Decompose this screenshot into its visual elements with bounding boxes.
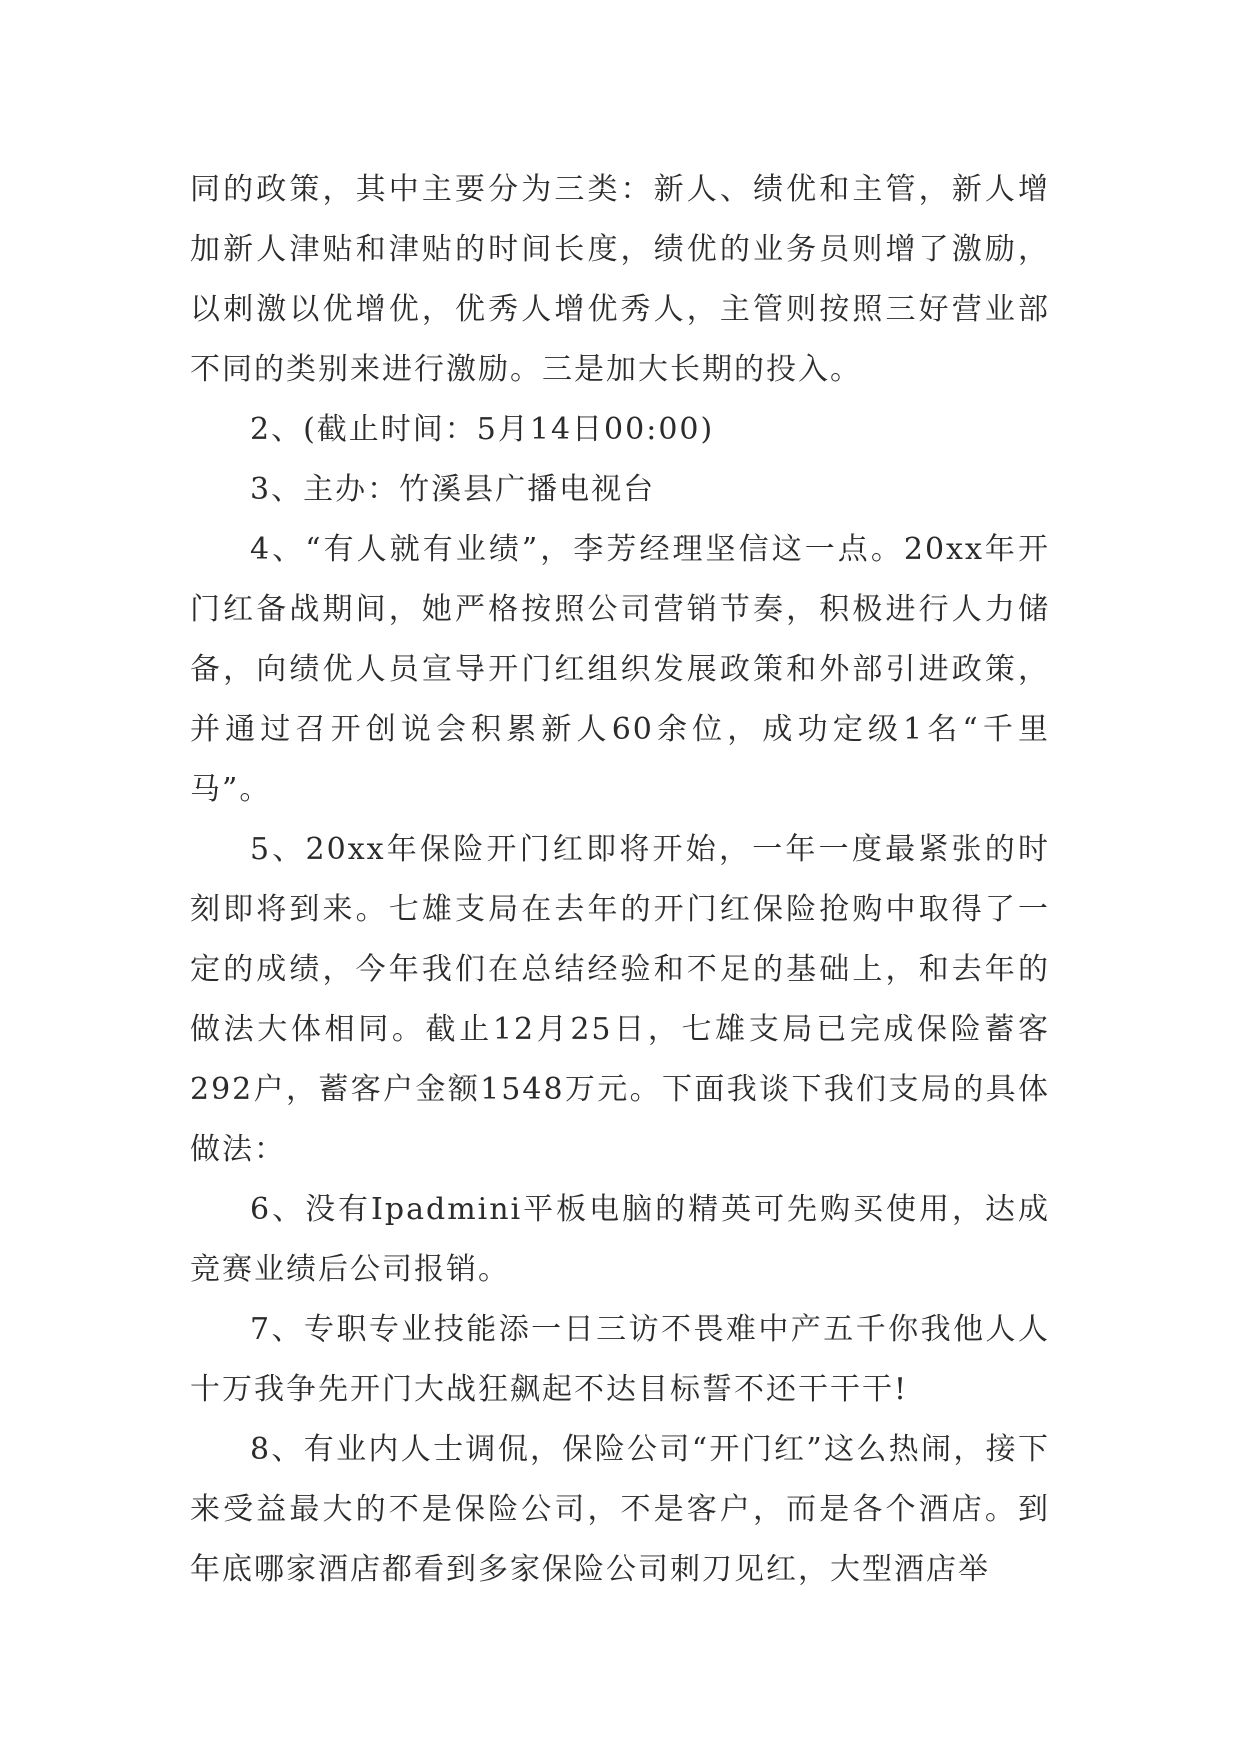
- paragraph-item-6: 6、没有Ipadmini平板电脑的精英可先购买使用，达成竞赛业绩后公司报销。: [190, 1192, 1050, 1287]
- paragraph-item-3: 3、主办：竹溪县广播电视台: [250, 472, 656, 507]
- paragraph-item-8: 8、有业内人士调侃，保险公司“开门红”这么热闹，接下来受益最大的不是保险公司，不是客户，而是各个酒店。到年底哪家酒店都看到多家保险公司刺刀见红，大型酒店举: [190, 1432, 1050, 1587]
- paragraph-item-5: 5、20xx年保险开门红即将开始，一年一度最紧张的时刻即将到来。七雄支局在去年的开门红保险抢购中取得了一定的成绩，今年我们在总结经验和不足的基础上，和去年的做法大体相同。截止12月25日，七雄支局已完成保险蓄客292户，蓄客户金额1548万元。下面我谈下我们支局的具体做法：: [190, 832, 1050, 1167]
- document-body: [190, 160, 1050, 1600]
- paragraph-item-4: 4、“有人就有业绩”，李芳经理坚信这一点。20xx年开门红备战期间，她严格按照公司营销节奏，积极进行人力储备，向绩优人员宣导开门红组织发展政策和外部引进政策，并通过召开创说会积累新人60余位，成功定级1名“千里马”。: [190, 532, 1050, 807]
- paragraph-item-2: 2、(截止时间：5月14日00:00): [250, 412, 715, 447]
- paragraph-continued: 同的政策，其中主要分为三类：新人、绩优和主管，新人增加新人津贴和津贴的时间长度，绩优的业务员则增了激励，以刺激以优增优，优秀人增优秀人，主管则按照三好营业部不同的类别来进行激励。三是加大长期的投入。: [190, 172, 1050, 387]
- paragraph-item-7: 7、专职专业技能添一日三访不畏难中产五千你我他人人十万我争先开门大战狂飙起不达目标誓不还干干干!: [190, 1312, 1050, 1407]
